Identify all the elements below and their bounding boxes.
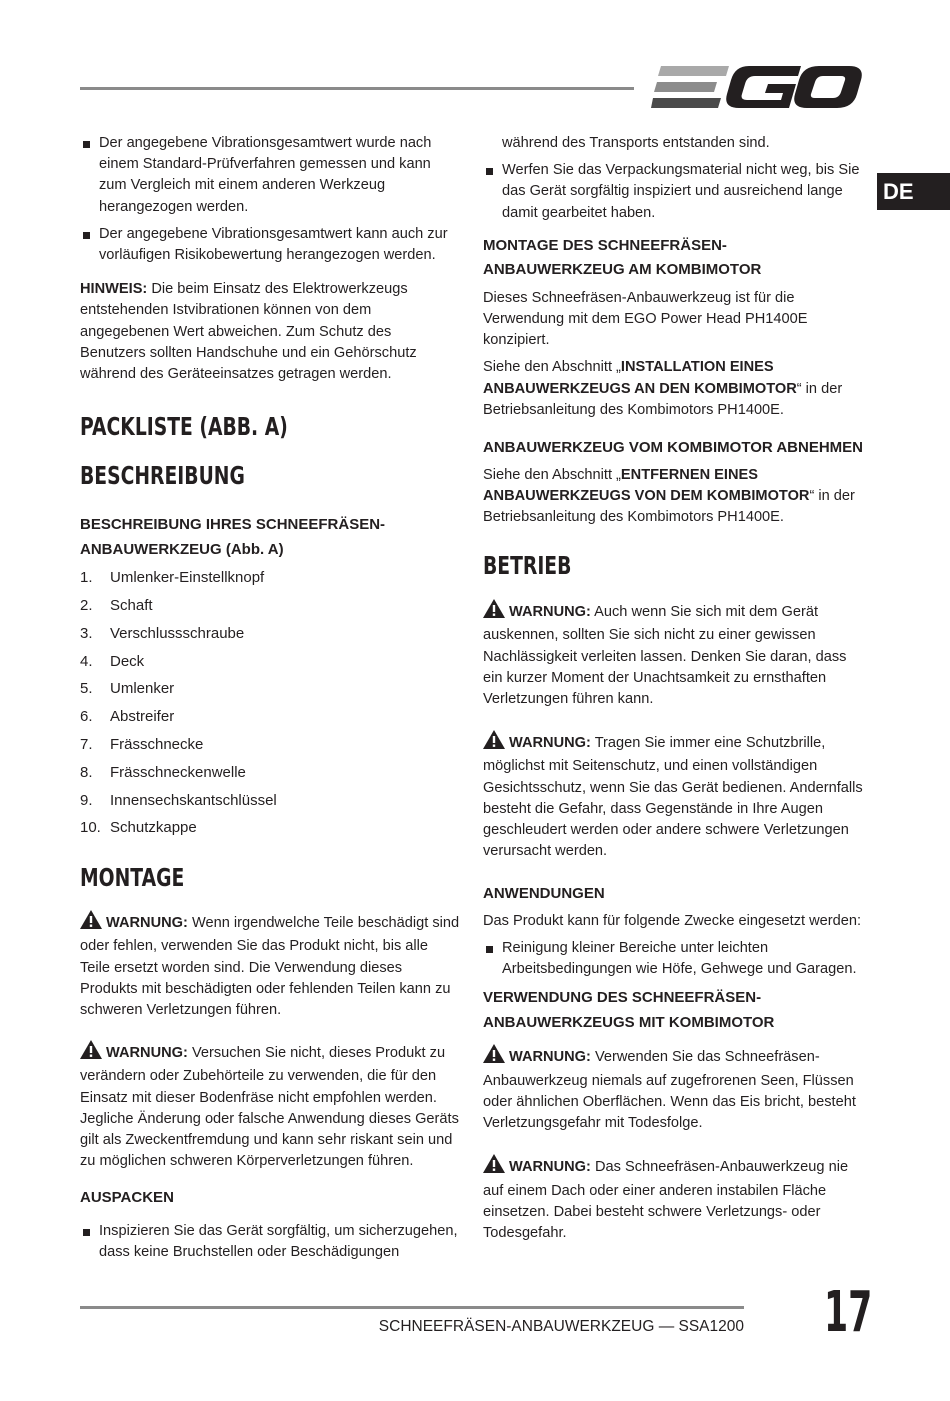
list-item: Der angegebene Vibrationsgesamtwert wurde nach einem Standard-Prüfverfahren gemessen und kann zum Vergleich mit einem anderen Werkzeug herangezogen werden. — [80, 133, 460, 218]
part-item: 5. Umlenker — [80, 680, 175, 698]
warning-paragraph: WARNUNG: Das Schneefräsen-Anbauwerkzeug nie auf einem Dach oder einer anderen instabilen Fläche einsetzen. Dabei besteht schwere Verletzungs- oder Todesgefahr. — [483, 1154, 868, 1244]
vibration-bullets — [80, 133, 460, 266]
remove-reference: Siehe den Abschnitt „ENTFERNEN EINES ANBAUWERKZEUGS VON DEM KOMBIMOTOR“ in der Betriebsanleitung des Kombimotors PH1400E. — [483, 466, 855, 525]
header-rule — [80, 87, 634, 90]
warning-label: WARNUNG: — [509, 1159, 591, 1176]
warning-paragraph: WARNUNG: Versuchen Sie nicht, dieses Produkt zu verändern oder Zubehörteile zu verwenden, die für den Einsatz mit dieser Bodenfräse nicht empfohlen werden. Jegliche Änderung oder falsche Anwendung dieses Geräts gilt als Zweckentfremdung und kann sehr riskant sein und zu möglichen schweren Körperverletzungen führen. — [80, 1040, 460, 1172]
montage-heading: MONTAGE — [80, 863, 185, 893]
anwendungen-subheading: ANWENDUNGEN — [483, 885, 605, 903]
warning-label: WARNUNG: — [509, 1049, 591, 1066]
anwendungen-paragraph: Das Produkt kann für folgende Zwecke eingesetzt werden: — [483, 912, 862, 929]
part-item: 10. Schutzkappe — [80, 819, 197, 837]
warning-paragraph: WARNUNG: Auch wenn Sie sich mit dem Gerät auskennen, sollten Sie sich nicht zu einer gewissen Nachlässigkeit verleiten lassen. Denken Sie daran, dass ein kurzer Moment der Unachtsamkeit zu ernsthaften Verletzungen führen kann. — [483, 599, 868, 710]
parts-list — [80, 564, 460, 842]
list-item: Inspizieren Sie das Gerät sorgfältig, um sicherzugehen, dass keine Bruchstellen oder Beschädigungen — [80, 1221, 460, 1263]
footer-title: SCHNEEFRÄSEN-ANBAUWERKZEUG — SSA1200 — [378, 1318, 744, 1335]
hinweis-paragraph — [80, 279, 460, 385]
warning-paragraph: WARNUNG: Verwenden Sie das Schneefräsen-Anbauwerkzeug niemals auf zugefrorenen Seen, Flüssen oder ähnlichen Oberflächen. Wenn das Eis bricht, besteht Verletzungsgefahr mit Todesfolge. — [483, 1044, 868, 1134]
auspacken-bullets — [80, 1221, 460, 1263]
pack-bullets — [483, 160, 868, 224]
part-item: 6. Abstreifer — [80, 708, 175, 726]
warning-label: WARNUNG: — [509, 735, 591, 752]
anwendungen-bullets — [483, 938, 868, 980]
abnehmen-subheading: ANBAUWERKZEUG VOM KOMBIMOTOR ABNEHMEN — [483, 439, 863, 457]
hinweis-text: Die beim Einsatz des Elektrowerkzeugs entstehenden Istvibrationen können von dem angegebenen Wert abweichen. Zum Schutz des Benutzers sollten Handschuhe und ein Gehörschutz während des Geräteeinsatzes getragen werden. — [80, 281, 417, 383]
install-reference: Siehe den Abschnitt „INSTALLATION EINES ANBAUWERKZEUGS AN DEN KOMBIMOTOR“ in der Betriebsanleitung des Kombimotors PH1400E. — [483, 359, 843, 418]
list-item: Reinigung kleiner Bereiche unter leichten Arbeitsbedingungen wie Höfe, Gehwege und Garagen. — [483, 938, 868, 980]
list-item: Der angegebene Vibrationsgesamtwert kann auch zur vorläufigen Risikobewertung herangezogen werden. — [80, 224, 460, 266]
warning-icon — [483, 730, 505, 756]
beschreibung-subheading: BESCHREIBUNG IHRES SCHNEEFRÄSEN-ANBAUWERKZEUG (Abb. A) — [80, 516, 386, 558]
warning-icon — [483, 599, 505, 625]
page-number: 17 — [824, 1280, 873, 1345]
warning-icon — [80, 1040, 102, 1066]
left-column — [80, 133, 460, 1269]
part-item: 4. Deck — [80, 652, 145, 670]
part-item: 1. Umlenker-Einstellknopf — [80, 569, 265, 587]
beschreibung-heading: BESCHREIBUNG — [80, 461, 245, 491]
auspacken-heading: AUSPACKEN — [80, 1189, 174, 1207]
right-column — [483, 133, 868, 1244]
ego-logo — [651, 60, 863, 114]
language-tab: DE — [877, 173, 950, 210]
warning-icon — [483, 1154, 505, 1180]
warning-paragraph: WARNUNG: Wenn irgendwelche Teile beschädigt sind oder fehlen, verwenden Sie das Produkt nicht, bis alle Teile ersetzt worden sind. Die Verwendung dieses Produkts mit beschädigten oder fehlenden Teilen kann zu schweren Verletzungen führen. — [80, 910, 460, 1021]
part-item: 9. Innensechskantschlüssel — [80, 791, 277, 809]
warning-label: WARNUNG: — [106, 915, 188, 932]
footer-rule — [80, 1306, 744, 1309]
part-item: 3. Verschlussschraube — [80, 624, 245, 642]
list-item: Werfen Sie das Verpackungsmaterial nicht weg, bis Sie das Gerät sorgfältig inspiziert und ausreichend lange damit gearbeitet haben. — [483, 160, 868, 224]
montage-subheading: MONTAGE DES SCHNEEFRÄSEN-ANBAUWERKZEUG AM KOMBIMOTOR — [483, 236, 762, 279]
packliste-heading: PACKLISTE (ABB. A) — [80, 412, 288, 442]
montage-paragraph: Dieses Schneefräsen-Anbauwerkzeug ist für die Verwendung mit dem EGO Power Head PH1400E konzipiert. — [483, 289, 808, 349]
warning-label: WARNUNG: — [509, 604, 591, 621]
warning-label: WARNUNG: — [106, 1045, 188, 1062]
part-item: 8. Frässchneckenwelle — [80, 763, 246, 781]
warning-icon — [483, 1044, 505, 1070]
hinweis-label: HINWEIS: — [80, 281, 148, 298]
part-item: 2. Schaft — [80, 597, 153, 615]
betrieb-heading: BETRIEB — [483, 551, 572, 581]
warning-icon — [80, 910, 102, 936]
warning-paragraph: WARNUNG: Tragen Sie immer eine Schutzbrille, möglichst mit Seitenschutz, und einen vollständigen Gesichtsschutz, wenn Sie das Gerät bedienen. Andernfalls besteht die Gefahr, dass Gegenstände in Ihre Augen geschleudert werden oder andere schwere Verletzungen verursacht werden. — [483, 730, 868, 862]
continued-text: während des Transports entstanden sind. — [502, 135, 770, 151]
verwendung-subheading: VERWENDUNG DES SCHNEEFRÄSEN-ANBAUWERKZEUGS MIT KOMBIMOTOR — [483, 989, 775, 1031]
part-item: 7. Frässchnecke — [80, 736, 204, 754]
